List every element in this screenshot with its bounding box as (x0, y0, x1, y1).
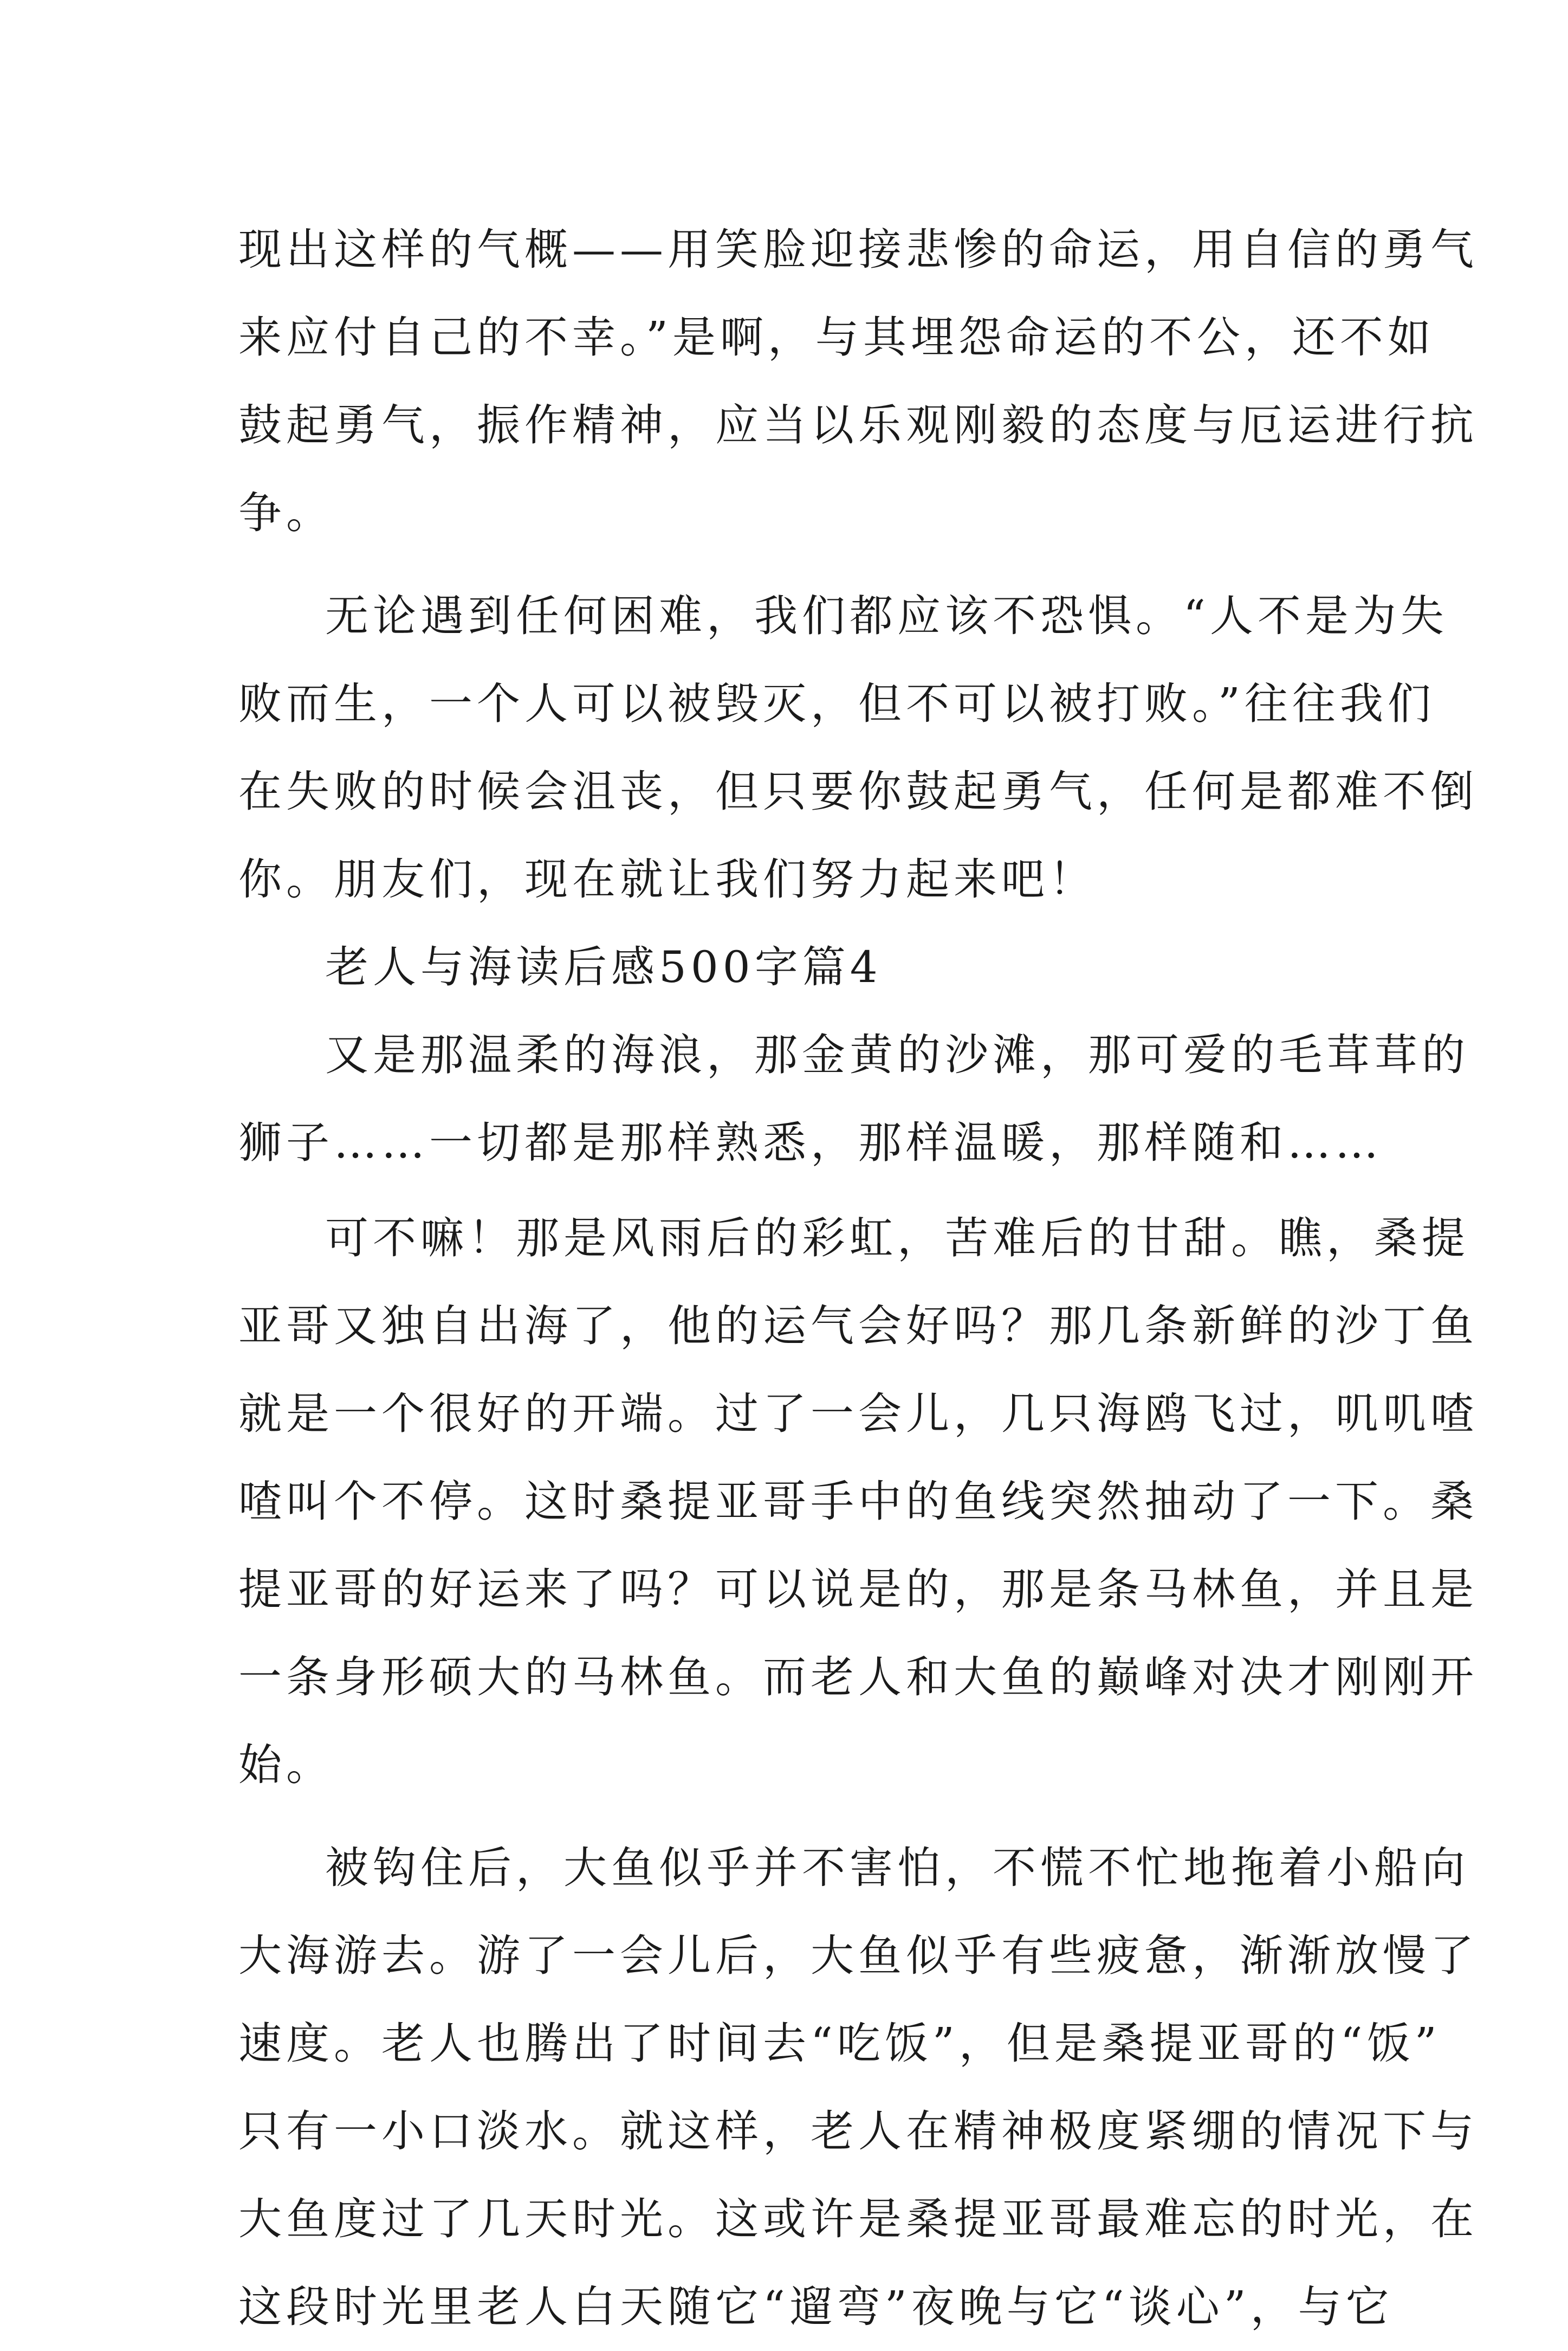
text-line: 速度。老人也腾出了时间去“吃饭”，但是桑提亚哥的“饭” (238, 2018, 1441, 2069)
text-line: 亚哥又独自出海了，他的运气会好吗？那几条新鲜的沙丁鱼 (238, 1301, 1478, 1351)
text-line: 败而生，一个人可以被毁灭，但不可以被打败。”往往我们 (238, 679, 1435, 729)
document-body (238, 206, 1478, 2351)
text-line: 狮子……一切都是那样熟悉，那样温暖，那样随和…… (238, 1118, 1383, 1168)
text-line: 大海游去。游了一会儿后，大鱼似乎有些疲惫，渐渐放慢了 (238, 1930, 1478, 1981)
text-line: 这段时光里老人白天随它“遛弯”夜晚与它“谈心”，与它 (238, 2282, 1394, 2332)
text-line: 在失败的时候会沮丧，但只要你鼓起勇气，任何是都难不倒 (238, 766, 1478, 817)
text-line: 来应付自己的不幸。”是啊，与其埋怨命运的不公，还不如 (238, 312, 1435, 363)
text-line: 一条身形硕大的马林鱼。而老人和大鱼的巅峰对决才刚刚开 (238, 1652, 1478, 1702)
text-line: 鼓起勇气，振作精神，应当以乐观刚毅的态度与厄运进行抗 (238, 400, 1478, 450)
text-line: 现出这样的气概——用笑脸迎接悲惨的命运，用自信的勇气 (238, 224, 1478, 275)
text-line: 提亚哥的好运来了吗？可以说是的，那是条马林鱼，并且是 (238, 1564, 1478, 1614)
text-line: 喳叫个不停。这时桑提亚哥手中的鱼线突然抽动了一下。桑 (238, 1476, 1478, 1527)
section-heading (238, 923, 1338, 1011)
text-line: 可不嘛！那是风雨后的彩虹，苦难后的甘甜。瞧，桑提 (325, 1213, 1469, 1263)
text-line: 始。 (238, 1740, 334, 1790)
text-line: 无论遇到任何困难，我们都应该不恐惧。“人不是为失 (325, 591, 1448, 641)
paragraph-5 (238, 1824, 1478, 2351)
section-heading-text: 老人与海读后感500字篇4 (325, 942, 882, 992)
paragraph-4 (238, 1194, 1478, 1809)
paragraph-3 (238, 1011, 1469, 1187)
text-line: 被钩住后，大鱼似乎并不害怕，不慌不忙地拖着小船向 (325, 1843, 1469, 1893)
text-line: 争。 (238, 488, 334, 538)
text-line: 又是那温柔的海浪，那金黄的沙滩，那可爱的毛茸茸的 (325, 1030, 1469, 1080)
text-line: 就是一个很好的开端。过了一会儿，几只海鸥飞过，叽叽喳 (238, 1388, 1478, 1439)
text-line: 你。朋友们，现在就让我们努力起来吧！ (238, 854, 1097, 905)
paragraph-1 (238, 206, 1478, 557)
paragraph-2 (238, 572, 1478, 923)
text-line: 大鱼度过了几天时光。这或许是桑提亚哥最难忘的时光，在 (238, 2194, 1478, 2244)
text-line: 只有一小口淡水。就这样，老人在精神极度紧绷的情况下与 (238, 2106, 1478, 2156)
